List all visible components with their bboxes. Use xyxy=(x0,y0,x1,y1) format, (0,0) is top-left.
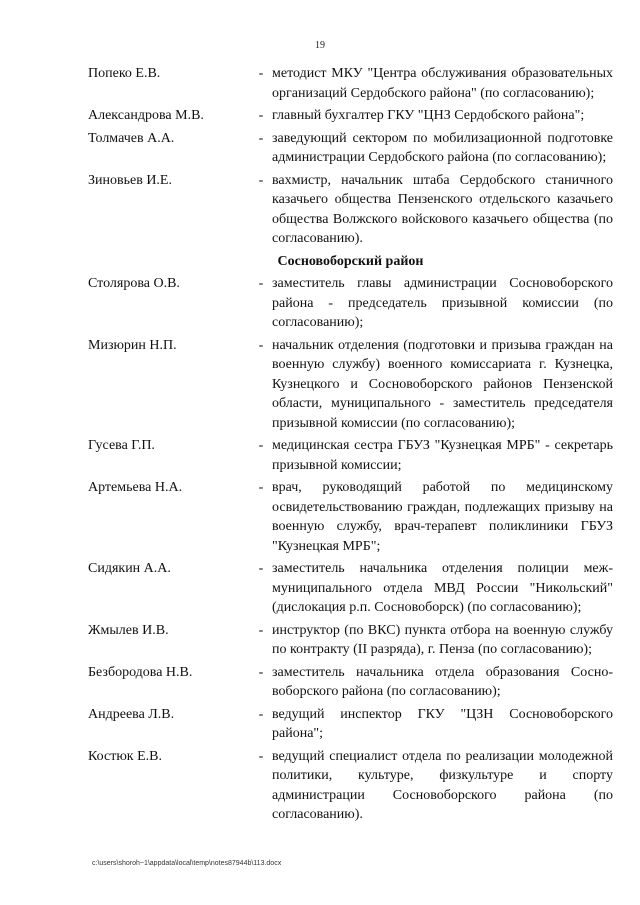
list-item xyxy=(88,747,613,825)
list-item xyxy=(88,106,613,126)
person-position: заместитель начальника отдела образования Сосновоборского района (по согласованию); xyxy=(272,664,613,699)
dash-separator: - xyxy=(258,706,264,722)
file-path-footer: c:\users\shoroh~1\appdata\local\temp\notes87944b\113.docx xyxy=(92,860,282,867)
person-position: ведущий специалист отдела по реализации молодежной политики, культуре, физкультуре и спорту администрации Сосновоборского района (по согласованию). xyxy=(272,748,613,822)
person-name: Костюк Е.В. xyxy=(88,748,162,764)
dash-separator: - xyxy=(258,172,264,188)
dash-separator: - xyxy=(258,276,264,291)
dash-separator: - xyxy=(258,337,264,353)
list-item xyxy=(88,663,613,702)
dash-separator: - xyxy=(258,438,264,453)
person-name: Безбородова Н.В. xyxy=(88,664,193,680)
person-name: Жмылев И.В. xyxy=(88,622,169,638)
list-item xyxy=(88,559,613,618)
person-name: Попеко Е.В. xyxy=(88,66,161,81)
dash-separator: - xyxy=(258,66,264,81)
person-name: Сидякин А.А. xyxy=(88,561,171,576)
person-position: медицинская сестра ГБУЗ "Кузнецкая МРБ" - секретарь призывной комиссии; xyxy=(272,438,613,473)
person-name: Мизюрин Н.П. xyxy=(88,337,177,353)
dash-separator: - xyxy=(258,622,264,638)
list-item xyxy=(88,436,613,475)
list-item xyxy=(88,336,613,434)
person-name: Толмачев А.А. xyxy=(88,130,175,146)
list-item xyxy=(88,705,613,744)
person-position: главный бухгалтер ГКУ "ЦНЗ Сердобского района"; xyxy=(272,108,585,123)
dash-separator: - xyxy=(258,108,264,123)
person-name: Зиновьев И.Е. xyxy=(88,172,172,188)
person-name: Александрова М.В. xyxy=(88,108,204,123)
list-item xyxy=(88,478,613,556)
person-name: Гусева Г.П. xyxy=(88,438,155,453)
dash-separator: - xyxy=(258,748,264,764)
person-position: ведущий инспектор ГКУ "ЦЗН Сосновоборского района"; xyxy=(272,706,613,741)
section-heading: Сосновоборский район xyxy=(277,253,424,269)
dash-separator: - xyxy=(258,664,264,680)
person-name: Артемьева Н.А. xyxy=(88,480,183,495)
dash-separator: - xyxy=(258,561,264,576)
person-position: методист МКУ "Центра обслуживания образовательных организаций Сердобского района" (по согласованию); xyxy=(272,66,613,101)
list-item xyxy=(88,621,613,660)
list-item xyxy=(88,64,613,103)
list-item xyxy=(88,171,613,249)
dash-separator: - xyxy=(258,480,264,495)
person-position: вахмистр, начальник штаба Сердобского станичного казачьего общества Пензенского отдельского казачьего общества Волжского войскового казачьего общества (по согласованию). xyxy=(272,172,613,246)
person-position: врач, руководящий работой по медицинскому освидетельствованию граждан, подлежащих призыву на военную службу, врач-терапевт поликлиники ГБУЗ "Кузнецкая МРБ"; xyxy=(272,480,613,554)
document-body xyxy=(88,64,613,828)
person-position: заместитель главы администрации Сосновоборского района - председатель призывной комиссии (по согласованию); xyxy=(272,276,613,330)
list-item xyxy=(88,274,613,333)
person-position: заведующий сектором по мобилизационной подготовке администрации Сердобского района (по согласованию); xyxy=(272,130,613,165)
person-position: заместитель начальника отделения полиции межмуниципального отдела МВД России "Никольский" (дислокация р.п. Сосновоборск) (по согласованию); xyxy=(272,561,613,615)
person-name: Андреева Л.В. xyxy=(88,706,175,722)
person-position: инструктор (по ВКС) пункта отбора на военную службу по контракту (II разряда), г. Пенза (по согласованию); xyxy=(272,622,613,657)
person-position: начальник отделения (подготовки и призыва граждан на военную службу) военного комиссариата г. Кузнецка, Кузнецкого и Сосновоборского районов Пензенской области, муниципального - заместитель председателя призывной комиссии (по согласованию); xyxy=(272,337,613,431)
list-item xyxy=(88,129,613,168)
page-number: 19 xyxy=(315,40,325,51)
person-name: Столярова О.В. xyxy=(88,276,180,291)
dash-separator: - xyxy=(258,130,264,146)
